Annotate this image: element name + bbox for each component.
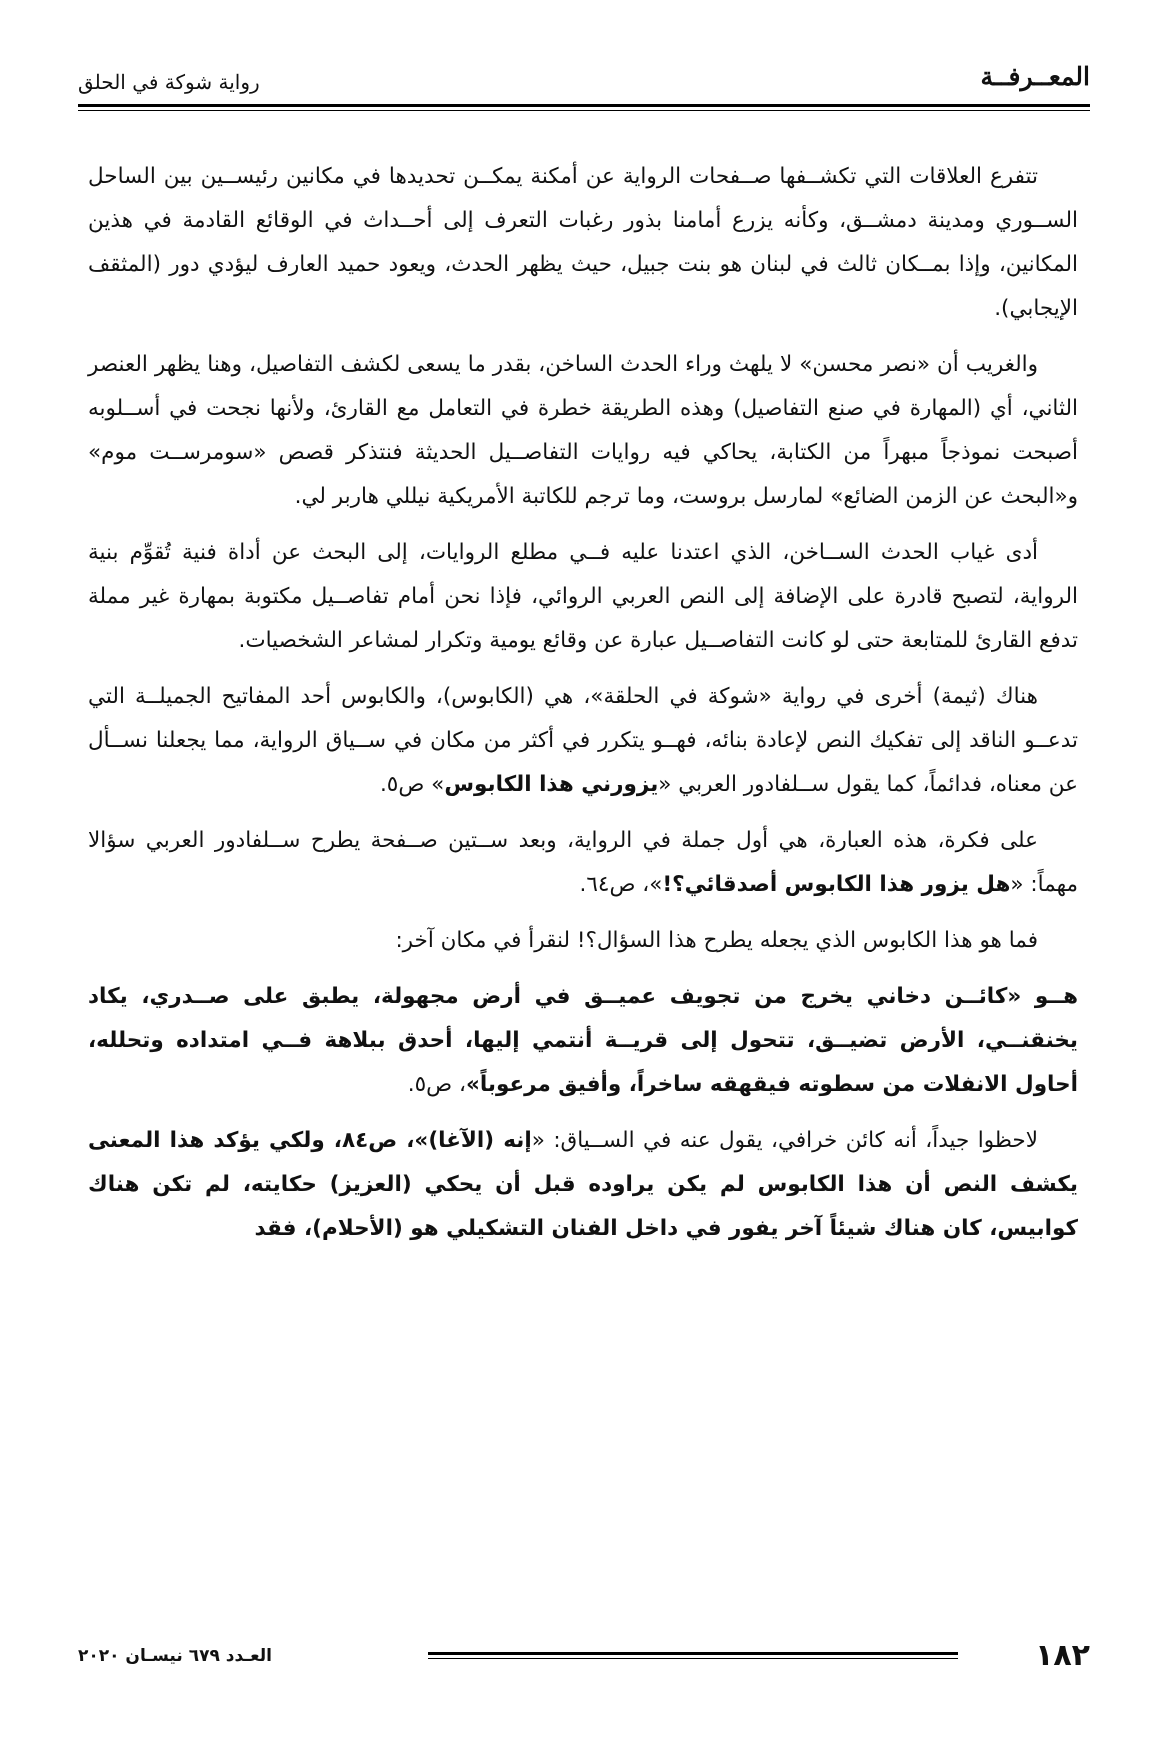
paragraph-2: والغريب أن «نصر محسن» لا يلهث وراء الحدث الساخن، بقدر ما يسعى لكشف التفاصيل، وهنا يظهر العنصر الثاني، أي (المهارة في صنع التفاصيل) وهذه الطريقة خطرة في التعامل مع القارئ، ولأنها نجحت في أســلوبه أصبحت نموذجاً مبهراً من الكتابة، يحاكي فيه روايات التفاصــيل الحديثة فنتذكر قصص «سومرســت موم» و«البحث عن الزمن الضائع» لمارسل بروست، وما ترجم للكاتبة الأمريكية نيللي هاربر لي. — [88, 352, 1078, 509]
paragraph-7-quote: هــو «كائــن دخاني يخرج من تجويف عميــق في أرض مجهولة، يطبق على صــدري، يكاد يخنقنــي، الأرض تضيــق، تتحول إلى قريــة أنتمي إليها، أحدق ببلاهة فــي امتداده وتحلله، أحاول الانفلات من سطوته فيقهقه ساخراً، وأفيق مرعوباً» — [88, 984, 1078, 1097]
journal-logo: المعــرفــة — [980, 62, 1090, 91]
page-footer — [78, 1640, 1090, 1680]
footer-rule-thin — [428, 1658, 958, 1659]
header-rule-thin — [78, 110, 1090, 111]
paragraph-4-text: هناك (ثيمة) أخرى في رواية «شوكة في الحلقة»، هي (الكابوس)، والكابوس أحد المفاتيح الجميلــة التي تدعــو الناقد إلى تفكيك النص لإعادة بنائه، فهــو يتكرر في أكثر من مكان في ســياق الرواية، مما يجعلنا نســأل عن معناه، فدائماً، كما يقول ســلفادور العربي « — [88, 684, 1078, 797]
issue-info: العـدد ٦٧٩ نيسـان ٢٠٢٠ — [78, 1646, 272, 1666]
paragraph-5 — [88, 819, 1078, 907]
paragraph-8 — [88, 1119, 1078, 1251]
paragraph-5-quote: هل يزور هذا الكابوس أصدقائي؟! — [662, 872, 1011, 897]
article-body — [88, 155, 1078, 1263]
page-header — [78, 52, 1090, 108]
page-number: ١٨٢ — [1035, 1638, 1090, 1673]
paragraph-4-tail: » ص٥. — [379, 772, 445, 797]
running-title: رواية شوكة في الحلق — [78, 70, 260, 94]
header-rule-thick — [78, 104, 1090, 107]
paragraph-3: أدى غياب الحدث الســاخن، الذي اعتدنا عليه فــي مطلع الروايات، إلى البحث عن أداة فنية تُقوِّم بنية الرواية، لتصبح قادرة على الإضافة إلى النص العربي الروائي، فإذا نحن أمام تفاصــيل مكتوبة بمهارة غير مملة تدفع القارئ للمتابعة حتى لو كانت التفاصــيل عبارة عن وقائع يومية وتكرار لمشاعر الشخصيات. — [88, 540, 1078, 653]
paragraph-8-text: لاحظوا جيداً، أنه كائن خرافي، يقول عنه في الســياق: « — [531, 1128, 1038, 1153]
paragraph-7 — [88, 975, 1078, 1107]
paragraph-4 — [88, 675, 1078, 807]
paragraph-8-quote: إنه (الآغا)»، ص٨٤، ولكي يؤكد هذا المعنى يكشف النص أن هذا الكابوس لم يكن يراوده قبل أن يحكي (العزيز) حكايته، لم تكن هناك كوابيس، كان هناك شيئاً آخر يفور في داخل الفنان التشكيلي هو (الأحلام)، فقد — [88, 1128, 1078, 1241]
paragraph-1: تتفرع العلاقات التي تكشــفها صــفحات الرواية عن أمكنة يمكــن تحديدها في مكانين رئيســين بين الساحل الســوري ومدينة دمشــق، وكأنه يزرع أمامنا بذور رغبات التعرف إلى أحــداث في الوقائع القادمة في هذين المكانين، وإذا بمــكان ثالث في لبنان هو بنت جبيل، حيث يظهر الحدث، ويعود حميد العارف ليؤدي دور (المثقف الإيجابي). — [88, 164, 1078, 321]
paragraph-4-quote: يزورني هذا الكابوس — [444, 772, 659, 797]
footer-rule-thick — [428, 1652, 958, 1655]
paragraph-7-tail: ، ص٥. — [407, 1072, 466, 1097]
paragraph-5-tail: »، ص٦٤. — [579, 872, 663, 897]
paragraph-5-text: على فكرة، هذه العبارة، هي أول جملة في الرواية، وبعد ســتين صــفحة يطرح ســلفادور العربي سؤالا مهماً: « — [88, 828, 1078, 897]
paragraph-6: فما هو هذا الكابوس الذي يجعله يطرح هذا السؤال؟! لنقرأ في مكان آخر: — [395, 928, 1038, 953]
